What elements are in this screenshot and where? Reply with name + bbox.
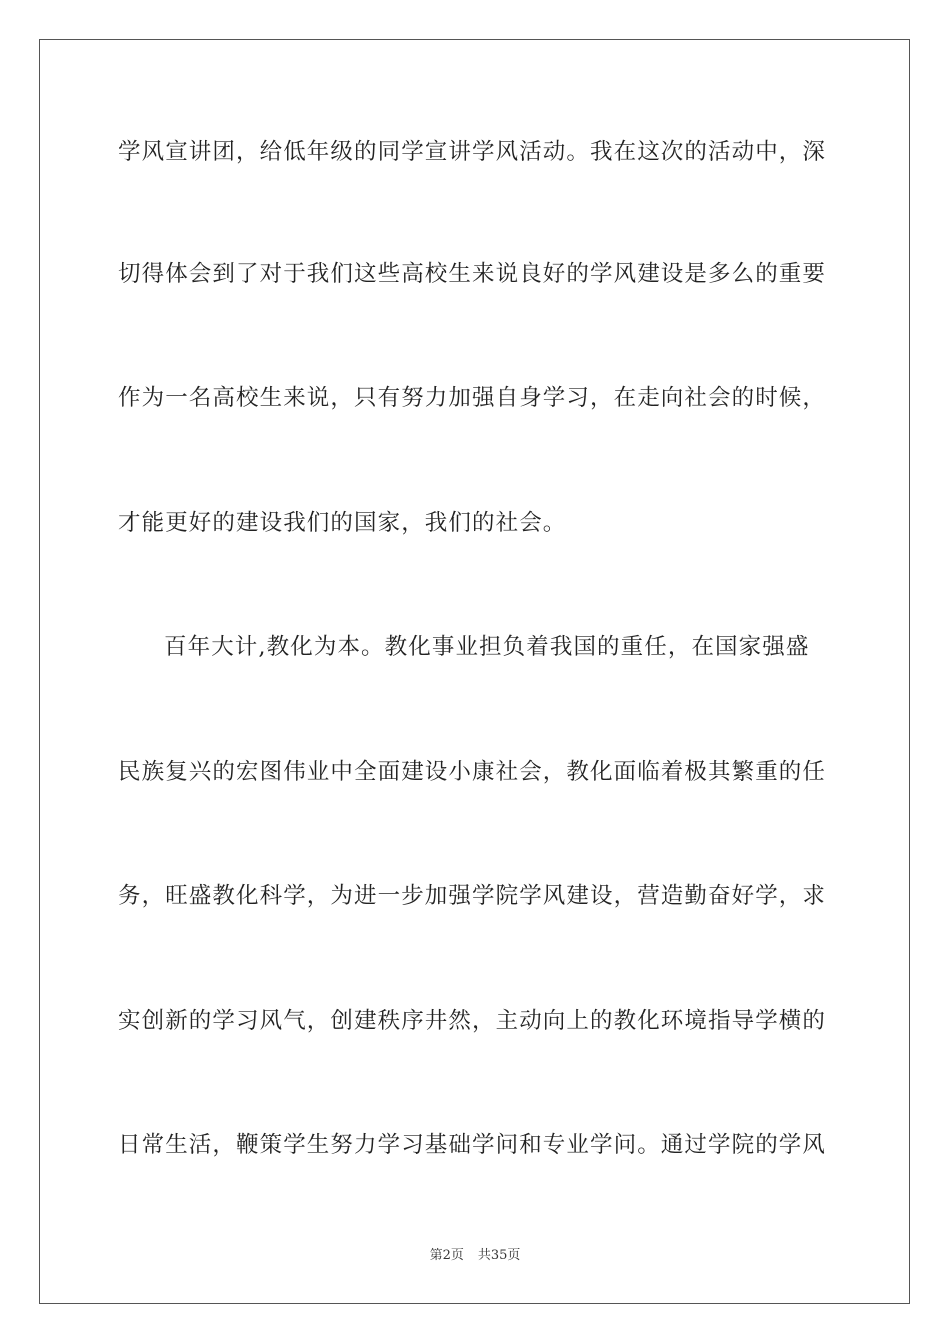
paragraph-line-7: 务，旺盛教化科学，为进一步加强学院学风建设，营造勤奋好学，求: [118, 883, 827, 909]
paragraph-line-3: 作为一名高校生来说，只有努力加强自身学习，在走向社会的时候，: [118, 385, 827, 411]
paragraph-line-5: 百年大计,教化为本。教化事业担负着我国的重任，在国家强盛: [164, 634, 810, 660]
page-footer: [0, 1247, 950, 1265]
paragraph-line-8: 实创新的学习风气，创建秩序井然，主动向上的教化环境指导学横的: [118, 1008, 827, 1034]
page-total: 共35页: [477, 1248, 521, 1263]
paragraph-line-1: 学风宣讲团，给低年级的同学宣讲学风活动。我在这次的活动中，深: [118, 139, 827, 165]
paragraph-line-6: 民族复兴的宏图伟业中全面建设小康社会，教化面临着极其繁重的任: [118, 759, 827, 785]
page-border: [39, 39, 910, 1304]
page-number: 第2页: [429, 1248, 464, 1263]
paragraph-line-9: 日常生活，鞭策学生努力学习基础学问和专业学问。通过学院的学风: [118, 1132, 827, 1158]
paragraph-line-4: 才能更好的建设我们的国家，我们的社会。: [118, 510, 567, 536]
paragraph-line-2: 切得体会到了对于我们这些高校生来说良好的学风建设是多么的重要: [118, 261, 827, 287]
